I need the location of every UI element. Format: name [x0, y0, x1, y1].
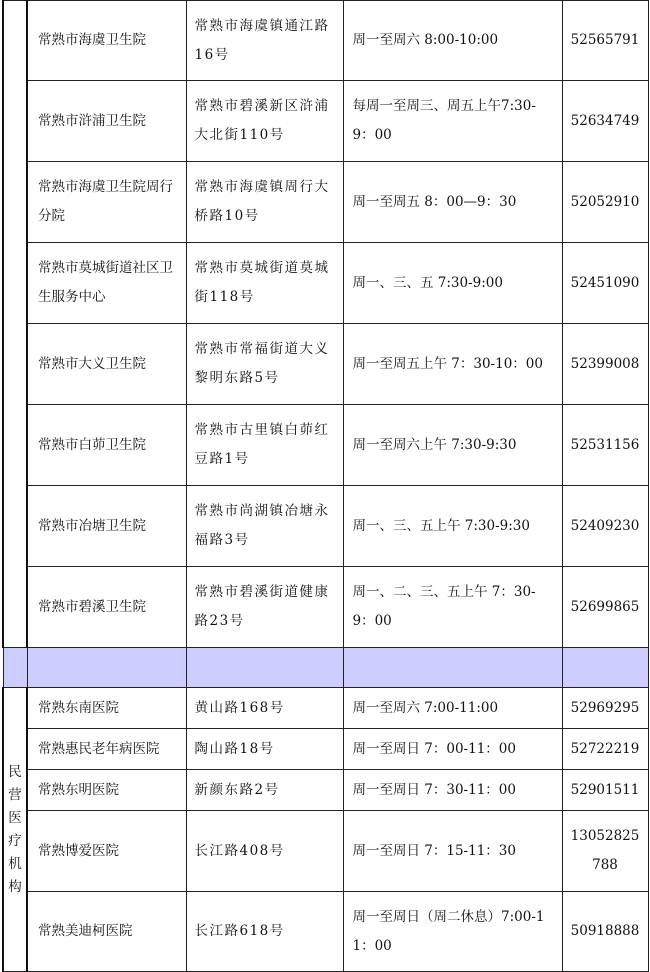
clinic-table	[2, 0, 649, 972]
hospital-name: 常熟市浒浦卫生院	[27, 81, 186, 162]
hospital-address: 常熟市尚湖镇冶塘永福路3号	[186, 486, 343, 567]
hospital-name: 常熟市大义卫生院	[27, 324, 186, 405]
service-hours: 周一至周六 7:00-11:00	[343, 688, 562, 729]
hospital-address: 常熟市海虞镇周行大桥路10号	[186, 162, 343, 243]
phone-number: 52722219	[562, 729, 648, 770]
table-row	[3, 81, 648, 162]
table-row	[3, 770, 648, 811]
hospital-name: 常熟市莫城街道社区卫生服务中心	[27, 243, 186, 324]
phone-number: 52634749	[562, 81, 648, 162]
service-hours: 周一、二、三、五上午 7：30-9：00	[343, 567, 562, 648]
phone-number: 52531156	[562, 405, 648, 486]
separator-cell	[343, 648, 562, 688]
separator-cell	[562, 648, 648, 688]
service-hours: 周一至周五上午 7：30-10：00	[343, 324, 562, 405]
phone-number: 52052910	[562, 162, 648, 243]
service-hours: 周一至周五 8：00—9：30	[343, 162, 562, 243]
category-cell	[3, 1, 27, 648]
phone-number: 52901511	[562, 770, 648, 811]
phone-number: 52409230	[562, 486, 648, 567]
service-hours: 周一至周日（周二休息）7:00-11：00	[343, 892, 562, 972]
phone-number: 52699865	[562, 567, 648, 648]
hospital-address: 新颜东路2号	[186, 770, 343, 811]
phone-number: 50918888	[562, 892, 648, 972]
service-hours: 周一、三、五上午 7:30-9:30	[343, 486, 562, 567]
phone-number: 52399008	[562, 324, 648, 405]
hospital-address: 长江路408号	[186, 811, 343, 892]
service-hours: 每周一至周三、周五上午7:30-9：00	[343, 81, 562, 162]
service-hours: 周一至周六 8:00-10:00	[343, 1, 562, 81]
hospital-name: 常熟美迪柯医院	[27, 892, 186, 972]
hospital-address: 常熟市莫城街道莫城街118号	[186, 243, 343, 324]
phone-number: 13052825788	[562, 811, 648, 892]
phone-number: 52969295	[562, 688, 648, 729]
table-row	[3, 243, 648, 324]
hospital-address: 常熟市常福街道大义黎明东路5号	[186, 324, 343, 405]
hospital-name: 常熟市海虞卫生院周行分院	[27, 162, 186, 243]
service-hours: 周一至周日 7：30-11：00	[343, 770, 562, 811]
hospital-name: 常熟惠民老年病医院	[27, 729, 186, 770]
separator-cell	[27, 648, 186, 688]
service-hours: 周一至周六上午 7:30-9:30	[343, 405, 562, 486]
table-row	[3, 162, 648, 243]
category-cell: 民营医疗机构	[3, 688, 27, 972]
hospital-address: 黄山路168号	[186, 688, 343, 729]
hospital-name: 常熟东南医院	[27, 688, 186, 729]
hospital-name: 常熟市白茆卫生院	[27, 405, 186, 486]
hospital-name: 常熟市碧溪卫生院	[27, 567, 186, 648]
table-row	[3, 1, 648, 81]
hospital-address: 长江路618号	[186, 892, 343, 972]
phone-number: 52451090	[562, 243, 648, 324]
service-hours: 周一、三、五 7:30-9:00	[343, 243, 562, 324]
service-hours: 周一至周日 7：15-11：30	[343, 811, 562, 892]
section-separator	[3, 648, 648, 688]
hospital-address: 陶山路18号	[186, 729, 343, 770]
hospital-address: 常熟市碧溪新区浒浦大北街110号	[186, 81, 343, 162]
table-row	[3, 892, 648, 972]
hospital-name: 常熟东明医院	[27, 770, 186, 811]
hospital-name: 常熟博爱医院	[27, 811, 186, 892]
hospital-address: 常熟市海虞镇通江路16号	[186, 1, 343, 81]
table-row	[3, 567, 648, 648]
table-row	[3, 405, 648, 486]
service-hours: 周一至周日 7：00-11：00	[343, 729, 562, 770]
table-row	[3, 811, 648, 892]
separator-cell	[3, 648, 27, 688]
hospital-address: 常熟市碧溪街道健康路23号	[186, 567, 343, 648]
table-row	[3, 486, 648, 567]
phone-number: 52565791	[562, 1, 648, 81]
hospital-name: 常熟市冶塘卫生院	[27, 486, 186, 567]
table-row	[3, 324, 648, 405]
hospital-name: 常熟市海虞卫生院	[27, 1, 186, 81]
table-row	[3, 688, 648, 729]
table-row	[3, 729, 648, 770]
separator-cell	[186, 648, 343, 688]
hospital-address: 常熟市古里镇白茆红豆路1号	[186, 405, 343, 486]
